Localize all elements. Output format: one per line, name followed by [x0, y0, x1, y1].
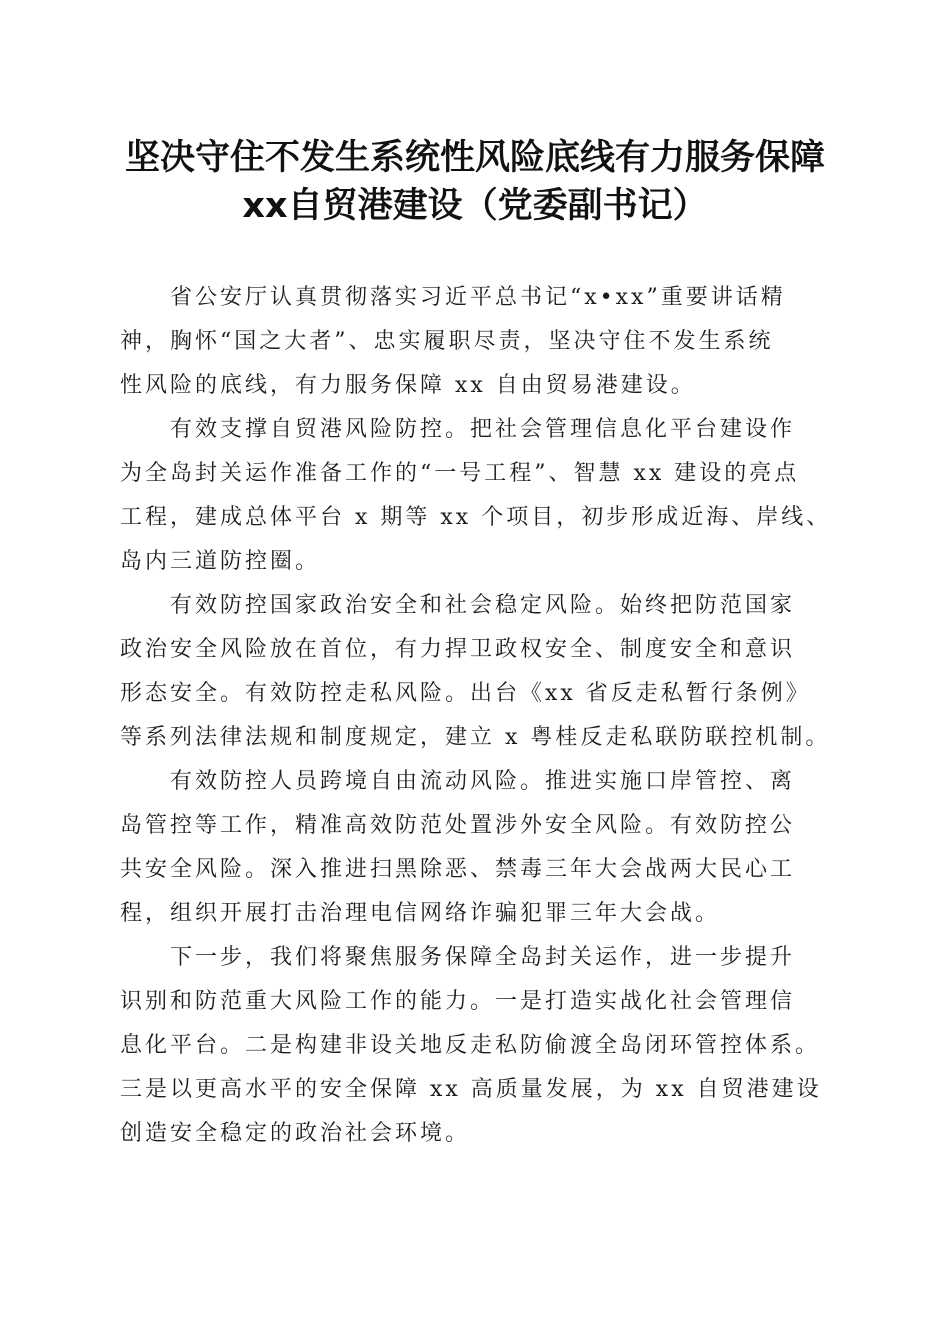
document-title	[100, 134, 850, 230]
paragraph-line: 创造安全稳定的政治社会环境。	[120, 1121, 471, 1146]
paragraph-2	[120, 408, 832, 584]
paragraph-5	[120, 936, 832, 1156]
document-body	[120, 276, 832, 1156]
title-line-2: xx自贸港建设（党委副书记）	[242, 186, 708, 226]
paragraph-4	[120, 760, 832, 936]
paragraph-3	[120, 584, 832, 760]
paragraph-line: 性风险的底线，有力服务保障 xx 自由贸易港建设。	[120, 373, 696, 398]
paragraph-line: 识别和防范重大风险工作的能力。一是打造实战化社会管理信	[120, 989, 796, 1014]
paragraph-line: 岛管控等工作，精准高效防范处置涉外安全风险。有效防控公	[120, 813, 796, 838]
title-line-1: 坚决守住不发生系统性风险底线有力服务保障	[124, 138, 825, 178]
paragraph-1	[120, 276, 832, 408]
paragraph-line: 有效防控国家政治安全和社会稳定风险。始终把防范国家	[120, 593, 796, 618]
paragraph-line: 为全岛封关运作准备工作的“一号工程”、智慧 xx 建设的亮点	[120, 461, 800, 486]
paragraph-line: 有效支撑自贸港风险防控。把社会管理信息化平台建设作	[120, 417, 796, 442]
paragraph-line: 程，组织开展打击治理电信网络诈骗犯罪三年大会战。	[120, 901, 721, 926]
paragraph-line: 神，胸怀“国之大者”、忠实履职尽责，坚决守住不发生系统	[120, 329, 774, 354]
paragraph-line: 形态安全。有效防控走私风险。出台《xx 省反走私暂行条例》	[120, 681, 811, 706]
paragraph-line: 等系列法律法规和制度规定，建立 x 粤桂反走私联防联控机制。	[120, 725, 831, 750]
paragraph-line: 共安全风险。深入推进扫黑除恶、禁毒三年大会战两大民心工	[120, 857, 796, 882]
paragraph-line: 有效防控人员跨境自由流动风险。推进实施口岸管控、离	[120, 769, 796, 794]
paragraph-line: 工程，建成总体平台 x 期等 xx 个项目，初步形成近海、岸线、	[120, 505, 832, 530]
paragraph-line: 政治安全风险放在首位，有力捍卫政权安全、制度安全和意识	[120, 637, 796, 662]
paragraph-line: 省公安厅认真贯彻落实习近平总书记“x•xx”重要讲话精	[120, 285, 786, 310]
paragraph-line: 息化平台。二是构建非设关地反走私防偷渡全岛闭环管控体系。	[120, 1033, 821, 1058]
paragraph-line: 下一步，我们将聚焦服务保障全岛封关运作，进一步提升	[120, 945, 796, 970]
paragraph-line: 岛内三道防控圈。	[120, 549, 321, 574]
paragraph-line: 三是以更高水平的安全保障 xx 高质量发展，为 xx 自贸港建设	[120, 1077, 822, 1102]
